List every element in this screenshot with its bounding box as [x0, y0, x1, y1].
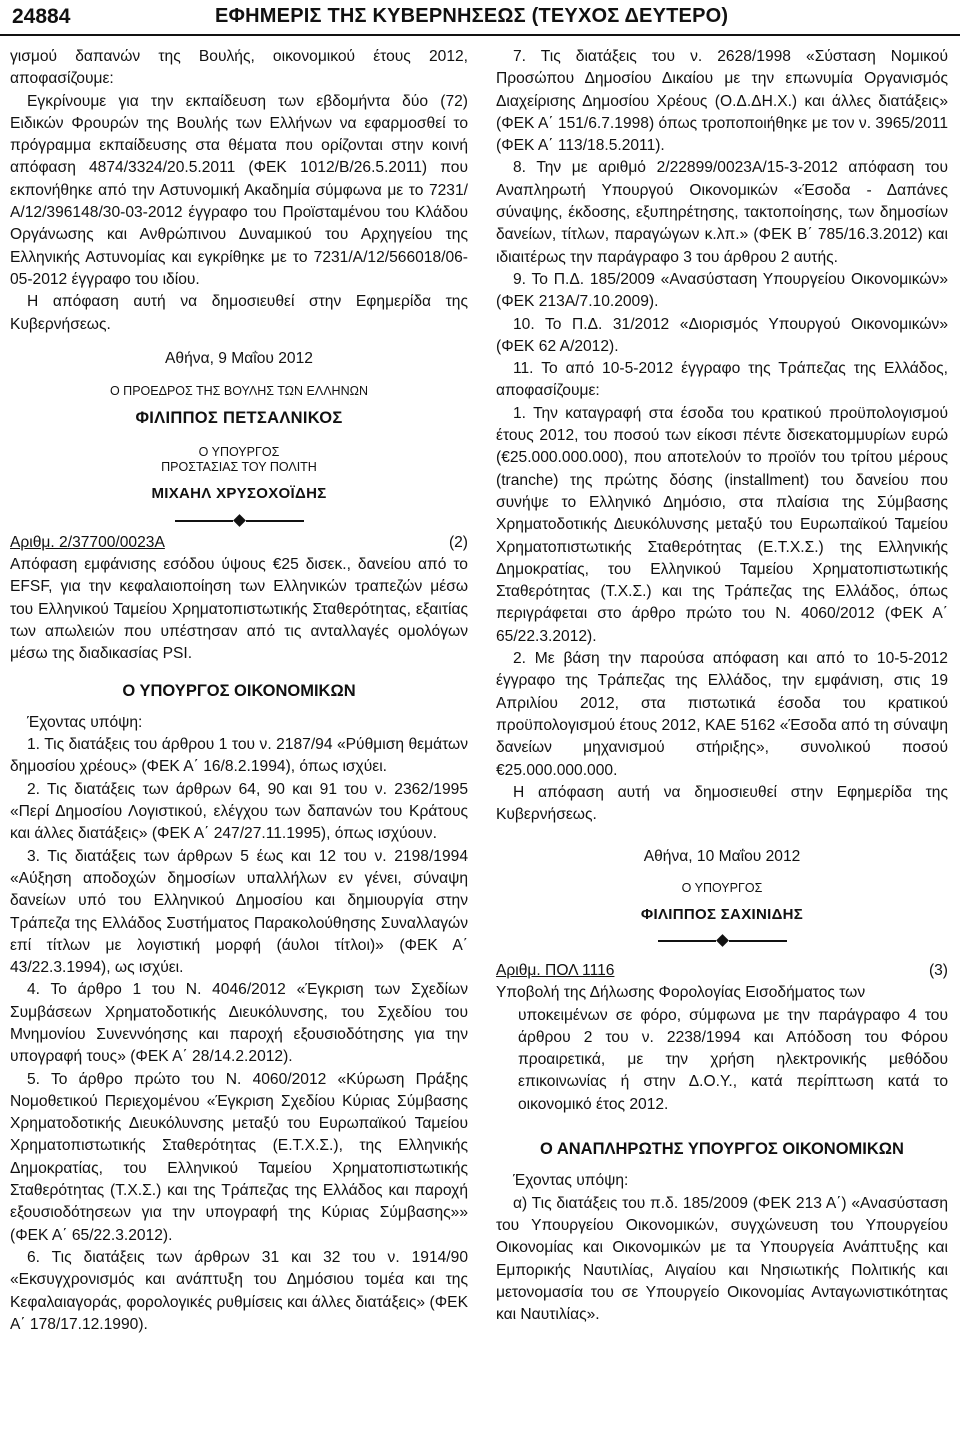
signatory-name: ΦΙΛΙΠΠΟΣ ΣΑΧΙΝΙΔΗΣ — [640, 905, 804, 923]
list-item: 9. Το Π.Δ. 185/2009 «Ανασύσταση Υπουργείου Οικονομικών» (ΦΕΚ 213Α/7.10.2009). — [496, 270, 948, 311]
gazette-title: ΕΦΗΜΕΡΙΣ ΤΗΣ ΚΥΒΕΡΝΗΣΕΩΣ (ΤΕΥΧΟΣ ΔΕΥΤΕΡΟ) — [215, 5, 729, 27]
signatory-role: Ο ΥΠΟΥΡΓΟΣ — [681, 880, 763, 895]
minister-heading: Ο ΑΝΑΠΛΗΡΩΤΗΣ ΥΠΟΥΡΓΟΣ ΟΙΚΟΝΟΜΙΚΩΝ — [540, 1140, 904, 1159]
decision-subject: Απόφαση εμφάνισης εσόδου ύψους €25 δισεκ., δανείου από το EFSF, για την κεφαλαιοποίηση των Ελληνικών τραπεζών μέσω του Ελληνικού Ταμείου Χρηματοπιστωτικής Σταθερότητας, εξαιτίας των απωλειών που υπέστησαν από τις ανταλλαγές ομολόγων μέσω της διαδικασίας PSI. — [10, 556, 468, 663]
section-divider — [496, 934, 948, 948]
list-item: 2. Τις διατάξεις των άρθρων 64, 90 και 91 του ν. 2362/1995 «Περί Δημοσίου Λογιστικού, ελέγχου των δαπανών του Κράτους και άλλες διατάξεις» (ΦΕΚ Α΄ 247/27.11.1995), όπως ισχύουν. — [10, 780, 468, 843]
paragraph: Η απόφαση αυτή να δημοσιευθεί στην Εφημερίδα της Κυβερνήσεως. — [496, 783, 948, 824]
page-header — [0, 0, 960, 36]
section-divider — [10, 514, 468, 528]
list-item: 10. Το Π.Δ. 31/2012 «Διορισμός Υπουργού Οικονομικών» (ΦΕΚ 62 Α/2012). — [496, 315, 948, 355]
diamond-icon — [233, 514, 246, 527]
signatory-role: Ο ΥΠΟΥΡΓΟΣ — [198, 445, 280, 460]
signatory-name: ΦΙΛΙΠΠΟΣ ΠΕΤΣΑΛΝΙΚΟΣ — [135, 409, 343, 428]
signatory-name: ΜΙΧΑΗΛ ΧΡΥΣΟΧΟΪΔΗΣ — [151, 485, 327, 503]
decision-clause: 1. Την καταγραφή στα έσοδα του κρατικού προϋπολογισμού έτους 2012, του ποσού των είκοσι πέντε δισεκατομμυρίων ευρώ (€25.000.000.000), που αποτελούν το προϊόν του τρίτου μέρους (tranche) της πρώτης δόσης (installment) του δανείου που συνήψε το Ελληνικό Δημόσιο, στα πλαίσια της Σύμβασης Χρηματοδοτικής Διευκόλυνσης μεταξύ του Ευρωπαϊκού Ταμείου Χρηματοπιστωτικής Σταθερότητας (Ε.Τ.Χ.Σ.) της Ελληνικής Δημοκρατίας, του Ελληνικού Ταμείου Χρηματοπιστωτικής Σταθερότητας (Τ.Χ.Σ.) και της Τράπεζας της Ελλάδος, όπως περιγράφεται στο άρθρο πρώτο του Ν. 4060/2012 (ΦΕΚ Α΄ 65/22.3.2012). — [496, 404, 948, 645]
left-column — [10, 46, 468, 1336]
list-item: 11. Το από 10-5-2012 έγγραφο της Τράπεζας της Ελλάδος, αποφασίζουμε: — [496, 360, 948, 400]
list-item: α) Τις διατάξεις του π.δ. 185/2009 (ΦΕΚ 213 Α΄) «Ανασύσταση του Υπουργείου Οικονομικών, συγχώνευση του Υπουργείου Οικονομίας και Οικονομικών με τα Υπουργεία Ανάπτυξης και Εμπορικής Ναυτιλίας, Αιγαίου και Νησιωτικής Πολιτικής και μετονομασία του σε Υπουργείο Οικονομίας Ανταγωνιστικότητας και Ναυτιλίας». — [496, 1194, 948, 1324]
right-column — [496, 46, 948, 1326]
having-regard: Έχοντας υπόψη: — [27, 713, 143, 731]
place-date: Αθήνα, 10 Μαΐου 2012 — [643, 848, 801, 866]
decision-number-line — [10, 532, 468, 554]
signatory-role: ΠΡΟΣΤΑΣΙΑΣ ΤΟΥ ΠΟΛΙΤΗ — [161, 460, 317, 475]
paragraph: Η απόφαση αυτή να δημοσιευθεί στην Εφημερίδα της Κυβερνήσεως. — [10, 293, 468, 333]
list-item: 7. Τις διατάξεις του ν. 2628/1998 «Σύσταση Νομικού Προσώπου Δημοσίου Δικαίου με την επωνυμία Οργανισμός Διαχείρισης Δημοσίου Χρέους (Ο.Δ.ΔΗ.Χ.) και άλλες διατάξεις» (ΦΕΚ Α΄ 151/6.7.1998) όπως τροποποιήθηκε με τον ν. 3965/2011 (ΦΕΚ Α΄ 113/18.5.2011). — [496, 48, 948, 155]
diamond-icon — [716, 935, 729, 948]
having-regard: Έχοντας υπόψη: — [513, 1172, 629, 1190]
decision-number: Αριθμ. 2/37700/0023Α — [10, 533, 165, 551]
list-item: 5. Το άρθρο πρώτο του Ν. 4060/2012 «Κύρωση Πράξης Νομοθετικού Περιεχομένου «Έγκριση Σχεδίου Κύριας Σύμβασης Χρηματοδοτικής Διευκόλυνσης μεταξύ του Ευρωπαϊκού Ταμείου Χρηματοπιστωτικής Σταθερότητας (Ε.Τ.Χ.Σ.), της Ελληνικής Δημοκρατίας, του Ελληνικού Ταμείου Χρηματοπιστωτικής Σταθερότητας (Τ.Χ.Σ.) και της Τράπεζας της Ελλάδος και παροχή εξουσιοδότησεων για την υπογραφή της Κύριας Σύμβασης»» (ΦΕΚ Α΄ 65/22.3.2012). — [10, 1070, 468, 1244]
decision-subject: Υποβολή της Δήλωσης Φορολογίας Εισοδήματος των — [496, 984, 866, 1002]
paragraph: Εγκρίνουμε για την εκπαίδευση των εβδομήντα δύο (72) Ειδικών Φρουρών της Βουλής των Ελλήνων να εφαρμοσθεί το πρόγραμμα εκπαίδευσης στα θέματα που ορίζονται στην κοινή απόφαση 4874/3324/20.5.2011 (ΦΕΚ 1012/Β/26.5.2011) που εκπονήθηκε από την Αστυνομική Ακαδημία σύμφωνα με το 7231/Α/12/396148/30-03-2012 έγγραφο του Προϊσταμένου του Κλάδου Οργάνωσης και Ανθρώπινου Δυναμικού του Αρχηγείου της Ελληνικής Αστυνομίας και εγκρίθηκε με το 7231/Α/12/566018/06-05-2012 έγγραφο του ιδίου. — [10, 92, 468, 288]
decision-code: (3) — [928, 961, 948, 979]
decision-subject-cont: υποκειμένων σε φόρο, σύμφωνα με την παράγραφο 4 του άρθρου 2 του ν. 2238/1994 και Απόδοση του Φόρου προαιρετικά, με την χρήση ηλεκτρονικής μεθόδου επικοινωνίας ή στην Δ.Ο.Υ., κατά περίπτωση κατά το οικονομικό έτος 2012. — [518, 1006, 948, 1113]
decision-code: (2) — [448, 533, 468, 551]
list-item: 1. Τις διατάξεις του άρθρου 1 του ν. 2187/94 «Ρύθμιση θεμάτων δημοσίου χρέους» (ΦΕΚ Α΄ 16/8.2.1994), όπως ισχύει. — [10, 736, 468, 776]
decision-number: Αριθμ. ΠΟΛ 1116 — [496, 961, 615, 979]
header-rule — [0, 34, 960, 36]
signatory-role: Ο ΠΡΟΕΔΡΟΣ ΤΗΣ ΒΟΥΛΗΣ ΤΩΝ ΕΛΛΗΝΩΝ — [109, 384, 368, 399]
list-item: 6. Τις διατάξεις των άρθρων 31 και 32 του ν. 1914/90 «Εκσυγχρονισμός και ανάπτυξη του Δημόσιου τομέα και της Κεφαλαιαγοράς, φορολογικές ρυθμίσεις και άλλες διατάξεις» (ΦΕΚ Α΄ 178/17.12.1990). — [10, 1248, 468, 1333]
place-date: Αθήνα, 9 Μαΐου 2012 — [165, 349, 313, 367]
list-item: 4. Το άρθρο 1 του Ν. 4046/2012 «Έγκριση των Σχεδίων Συμβάσεων Χρηματοδοτικής Διευκόλυνσης, του Σχεδίου του Μνημονίου Συνεννόησης και παροχή εξουσιοδότησης για την υπογραφή τους» (ΦΕΚ Α΄ 28/14.2.2012). — [10, 981, 468, 1066]
minister-heading: Ο ΥΠΟΥΡΓΟΣ ΟΙΚΟΝΟΜΙΚΩΝ — [122, 681, 356, 700]
list-item: 3. Τις διατάξεις των άρθρων 5 έως και 12 του ν. 2198/1994 «Αύξηση αποδοχών δημοσίων υπαλλήλων εν γένει, σύναψη δανείων υπό του Ελληνικού Δημοσίου και δημιουργία στην Τράπεζα της Ελλάδος Συστήματος Παρακολούθησης Συναλλαγών επί τίτλων με λογιστική μορφή (άυλοι τίτλοι)» (ΦΕΚ Α΄ 43/22.3.1994), ως ισχύει. — [10, 847, 468, 977]
decision-clause: 2. Με βάση την παρούσα απόφαση και από το 10-5-2012 έγγραφο της Τράπεζας της Ελλάδος, την εμφάνιση, στις 19 Απριλίου 2012, στα πιστωτικά έσοδα του κρατικού προϋπολογισμού έτους 2012, ΚΑΕ 5162 «Έσοδα από τη σύναψη δανείων μηχανισμού στήριξης», συνολικού ποσού €25.000.000.000. — [496, 650, 948, 779]
page-number: 24884 — [12, 5, 71, 28]
list-item: 8. Την με αριθμό 2/22899/0023Α/15-3-2012 απόφαση του Αναπληρωτή Υπουργού Οικονομικών «Έσοδα - Δαπάνες σύναψης, έκδοσης, εξυπηρέτησης, τακτοποίησης, των δημοσίων δανείων, τίτλων, παραγώγων κ.λπ.» (ΦΕΚ Β΄ 785/16.3.2012) και ιδιαιτέρως την παράγραφο 3 του άρθρου 2 αυτής. — [496, 159, 948, 266]
decision-number-line — [496, 960, 948, 982]
paragraph: γισμού δαπανών της Βουλής, οικονομικού έτους 2012, αποφασίζουμε: — [10, 48, 468, 88]
